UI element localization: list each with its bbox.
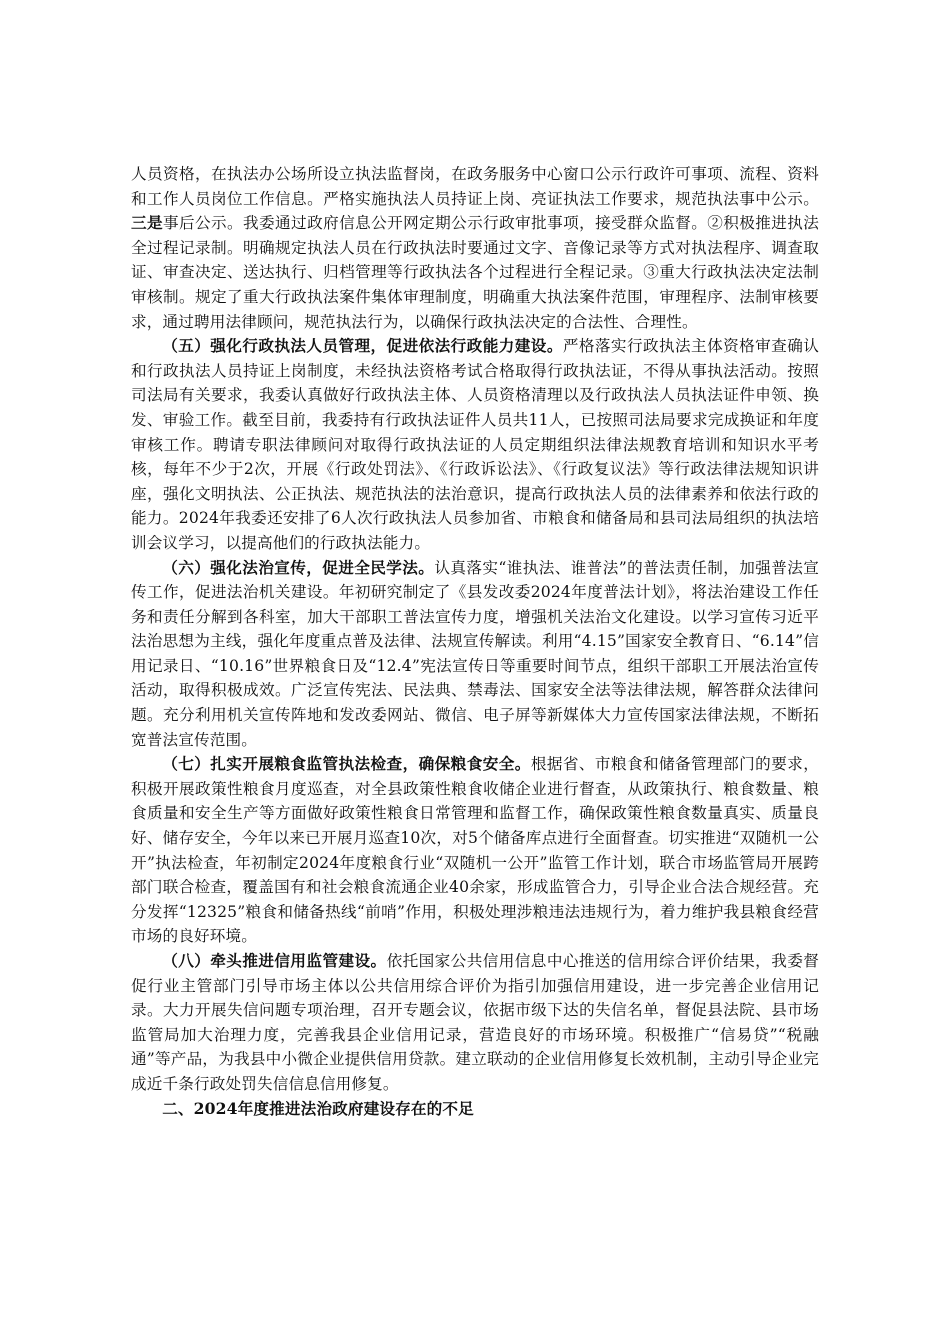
text-run: 认真落实“谁执法、谁普法”的普法责任制，加强普法宣传工作，促进法治机关建设。年初研究制定了《县发改委2024年度普法计划》，将法治建设工作任务和责任分解到各科室，加大干部职工普法宣传力度，增强机关法治文化建设。以学习宣传习近平法治思想为主线，强化年度重点普及法律、法规宣传解读。利用“4.15”国家安全教育日、“6.14”信用记录日、“10.16”世界粮食日及“12.4”宪法宣传日等重要时间节点，组织干部职工开展法治宣传活动，取得积极成效。广泛宣传宪法、民法典、禁毒法、国家安全法等法律法规，解答群众法律问题。充分利用机关宣传阵地和发改委网站、微信、电子屏等新媒体大力宣传国家法律法规，不断拓宽普法宣传范围。 — [131, 558, 819, 749]
section-heading-2: 二、2024年度推进法治政府建设存在的不足 — [162, 1098, 474, 1118]
paragraph-section-5 — [131, 334, 819, 555]
section-6-title: （六）强化法治宣传，促进全民学法。 — [162, 557, 435, 577]
text-run: 人员资格，在执法办公场所设立执法监督岗，在政务服务中心窗口公示行政许可事项、流程、资料和工作人员岗位工作信息。严格实施执法人员持证上岗、亮证执法工作要求，规范执法事中公示。 — [131, 165, 819, 208]
section-5-title: （五）强化行政执法人员管理，促进依法行政能力建设。 — [162, 336, 563, 356]
paragraph-section-6 — [131, 556, 819, 753]
text-run: 严格落实行政执法主体资格审查确认和行政执法人员持证上岗制度，未经执法资格考试合格取得行政执法证，不得从事执法活动。按照司法局有关要求，我委认真做好行政执法主体、人员资格清理以及行政执法人员执法证件申领、换发、审验工作。截至目前，我委持有行政执法证件人员共11人，已按照司法局要求完成换证和年度审核工作。聘请专职法律顾问对取得行政执法证的人员定期组织法律法规教育培训和知识水平考核，每年不少于2次，开展《行政处罚法》、《行政诉讼法》、《行政复议法》等行政法律法规知识讲座，强化文明执法、公正执法、规范执法的法治意识，提高行政执法人员的法律素养和依法行政的能力。2024年我委还安排了6人次行政执法人员参加省、市粮食和储备局和县司法局组织的执法培训会议学习，以提高他们的行政执法能力。 — [131, 337, 819, 552]
emphasis-run: 三是 — [131, 213, 164, 233]
text-run: 依托国家公共信用信息中心推送的信用综合评价结果，我委督促行业主管部门引导市场主体以公共信用综合评价为指引加强信用建设，进一步完善企业信用记录。大力开展失信问题专项治理，召开专题会议，依据市级下达的失信名单，督促县法院、县市场监管局加大治理力度，完善我县企业信用记录，营造良好的市场环境。积极推广“信易贷”“税融通”等产品，为我县中小微企业提供信用贷款。建立联动的企业信用修复长效机制，主动引导企业完成近千条行政处罚失信信息信用修复。 — [131, 952, 819, 1093]
section-8-title: （八）牵头推进信用监管建设。 — [162, 951, 387, 970]
text-run: 根据省、市粮食和储备管理部门的要求，积极开展政策性粮食月度巡查，对全县政策性粮食收储企业进行督查，从政策执行、粮食数量、粮食质量和安全生产等方面做好政策性粮食日常管理和监督工作，确保政策性粮食数量真实、质量良好、储存安全，今年以来已开展月巡查10次，对5个储备库点进行全面督查。切实推进“双随机一公开”执法检查，年初制定2024年度粮食行业“双随机一公开”监管工作计划，联合市场监管局开展跨部门联合检查，覆盖国有和社会粮食流通企业40余家，形成监管合力，引导企业合法合规经营。充分发挥“12325”粮食和储备热线“前哨”作用，积极处理涉粮违法违规行为，着力维护我县粮食经营市场的良好环境。 — [131, 755, 820, 946]
section-7-title: （七）扎实开展粮食监管执法检查，确保粮食安全。 — [162, 754, 531, 774]
text-run: 事后公示。我委通过政府信息公开网定期公示行政审批事项，接受群众监督。②积极推进执法全过程记录制。明确规定执法人员在行政执法时要通过文字、音像记录等方式对执法程序、调查取证、审查决定、送达执行、归档管理等行政执法各个过程进行全程记录。③重大行政执法决定法制审核制。规定了重大行政执法案件集体审理制度，明确重大执法案件范围，审理程序、法制审核要求，通过聘用法律顾问，规范执法行为，以确保行政执法决定的合法性、合理性。 — [131, 214, 819, 331]
paragraph-disclosure-continued — [131, 162, 819, 334]
paragraph-section-7 — [131, 752, 819, 949]
document-body — [131, 162, 819, 1121]
paragraph-section-8 — [131, 949, 819, 1097]
